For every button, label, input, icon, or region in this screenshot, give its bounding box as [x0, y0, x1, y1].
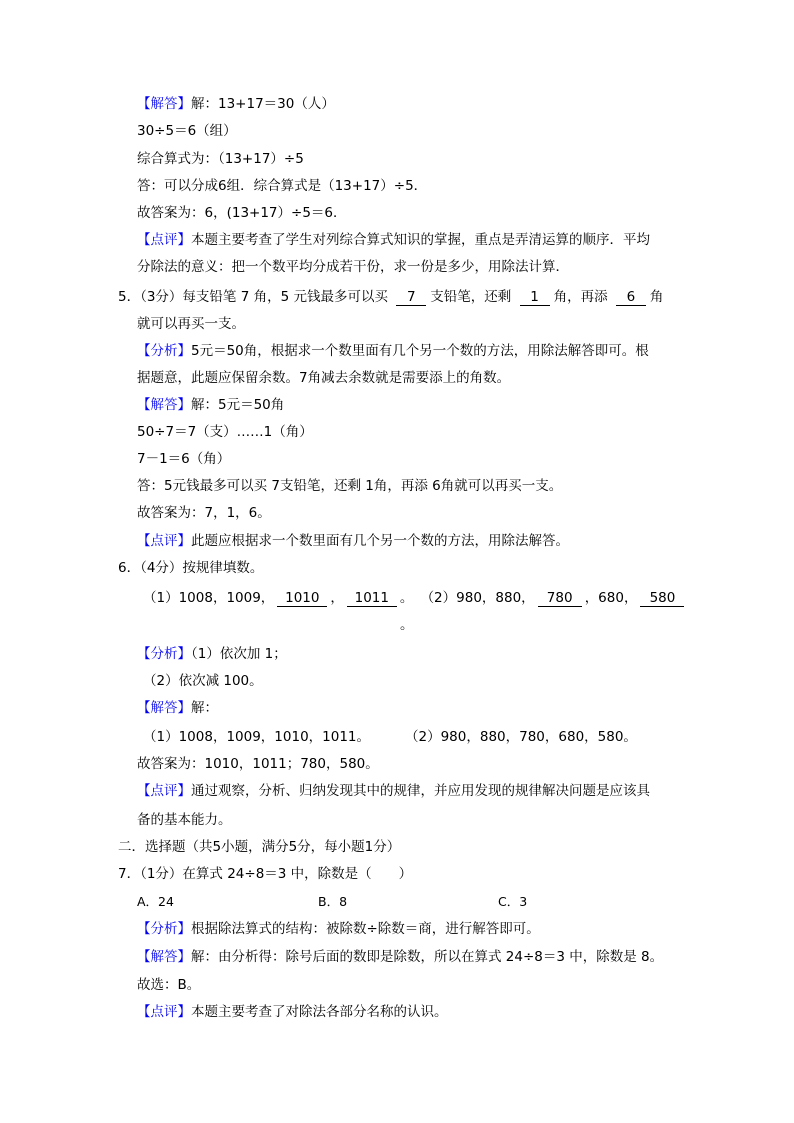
text-line: 分除法的意义：把一个数平均分成若干份，求一份是多少，用除法计算．	[137, 259, 569, 275]
text: ，	[330, 590, 344, 606]
q6-blanks-line	[143, 589, 687, 607]
option-c: C．3	[498, 894, 528, 909]
option-a: A．24	[137, 894, 174, 909]
q6-analysis	[137, 645, 287, 663]
analysis-tag: 【分析】	[137, 921, 191, 937]
comment-tag: 【点评】	[137, 533, 191, 549]
text-line: 就可以再买一支。	[137, 316, 245, 332]
text: （1）1008，1009，	[143, 590, 275, 606]
answer-tag: 【解答】	[137, 700, 191, 716]
comment-tag: 【点评】	[137, 232, 191, 248]
text: 本题主要考查了对除法各部分名称的认识。	[191, 1004, 448, 1020]
text: 此题应根据求一个数里面有几个另一个数的方法，用除法解答。	[191, 533, 569, 549]
text: 根据除法算式的结构：被除数÷除数＝商，进行解答即可。	[191, 921, 540, 937]
text-line: 50÷7＝7（支）……1（角）	[137, 424, 313, 440]
analysis-tag: 【分析】	[137, 343, 191, 359]
text-line: 故选：B。	[137, 977, 201, 993]
text-line: 7－1＝6（角）	[137, 451, 231, 467]
text: 通过观察，分析、归纳发现其中的规律，并应用发现的规律解决问题是应该具	[191, 783, 650, 799]
answer-tag: 【解答】	[137, 397, 191, 413]
q7-stem: 7．（1分）在算式 24÷8＝3 中，除数是（ ）	[118, 866, 413, 882]
text-line: 综合算式为：（13+17）÷5	[137, 151, 304, 167]
text: 解：	[191, 700, 218, 716]
text-line: （1）1008，1009，1010，1011。	[143, 729, 371, 745]
text: 解：由分析得：除号后面的数即是除数，所以在算式 24÷8＝3 中，除数是 8。	[191, 949, 664, 965]
q6-stem: 6．（4分）按规律填数。	[118, 560, 264, 576]
q4-comment-line	[137, 231, 650, 249]
q7-comment	[137, 1003, 448, 1021]
answer-tag: 【解答】	[137, 949, 191, 965]
option-b: B．8	[318, 894, 348, 909]
text-line: 故答案为：6，(13+17）÷5＝6．	[137, 205, 347, 221]
text: 5元＝50角，根据求一个数里面有几个另一个数的方法，用除法解答即可。根	[191, 343, 649, 359]
text-line: 备的基本能力。	[137, 812, 232, 828]
q5-analysis	[137, 342, 649, 360]
text-line: 故答案为：7，1，6。	[137, 505, 271, 521]
text: 支铅笔，还剩	[430, 289, 516, 305]
q4-answer-line	[137, 95, 335, 113]
q7-analysis	[137, 920, 540, 938]
answer-blank: 1	[520, 290, 550, 306]
text-line: （2）980，880，780，680，580。	[405, 729, 637, 745]
comment-tag: 【点评】	[137, 1004, 191, 1020]
text-line: 故答案为：1010，1011；780，580。	[137, 756, 379, 772]
text: 5．（3分）每支铅笔 7 角，5 元钱最多可以买	[118, 289, 393, 305]
answer-blank: 1010	[277, 591, 327, 607]
text: 。	[399, 590, 414, 606]
text: 解：13+17＝30（人）	[191, 96, 335, 112]
text-line: 。	[400, 617, 414, 633]
q7-answer	[137, 948, 663, 966]
text-line: 30÷5＝6（组）	[137, 123, 237, 139]
answer-blank: 7	[396, 290, 426, 306]
text-line: 答：可以分成6组．综合算式是（13+17）÷5．	[137, 178, 428, 194]
answer-blank: 780	[538, 591, 582, 607]
analysis-tag: 【分析】	[137, 646, 191, 662]
text-line: 据题意，此题应保留余数。7角减去余数就是需要添上的角数。	[137, 370, 511, 386]
text: （1）依次加 1；	[191, 646, 287, 662]
q6-comment	[137, 782, 650, 800]
answer-blank: 1011	[347, 591, 397, 607]
answer-blank: 580	[640, 591, 684, 607]
section-heading: 二．选择题（共5小题，满分5分，每小题1分）	[118, 839, 401, 855]
q5-answer	[137, 396, 284, 414]
comment-tag: 【点评】	[137, 783, 191, 799]
q5-stem	[118, 288, 663, 306]
q6-answer	[137, 699, 218, 717]
text: 角，再添	[553, 289, 612, 305]
text-line: （2）依次减 100。	[143, 673, 263, 689]
text: 本题主要考查了学生对列综合算式知识的掌握，重点是弄清运算的顺序．平均	[191, 232, 650, 248]
text: 角	[649, 289, 664, 305]
q5-comment	[137, 532, 569, 550]
answer-blank: 6	[616, 290, 646, 306]
text: ，680，	[584, 590, 638, 606]
text: 解：5元＝50角	[191, 397, 285, 413]
text: （2）980，880，	[427, 590, 535, 606]
answer-tag: 【解答】	[137, 96, 191, 112]
text-line: 答：5元钱最多可以买 7支铅笔，还剩 1角，再添 6角就可以再买一支。	[137, 478, 563, 494]
